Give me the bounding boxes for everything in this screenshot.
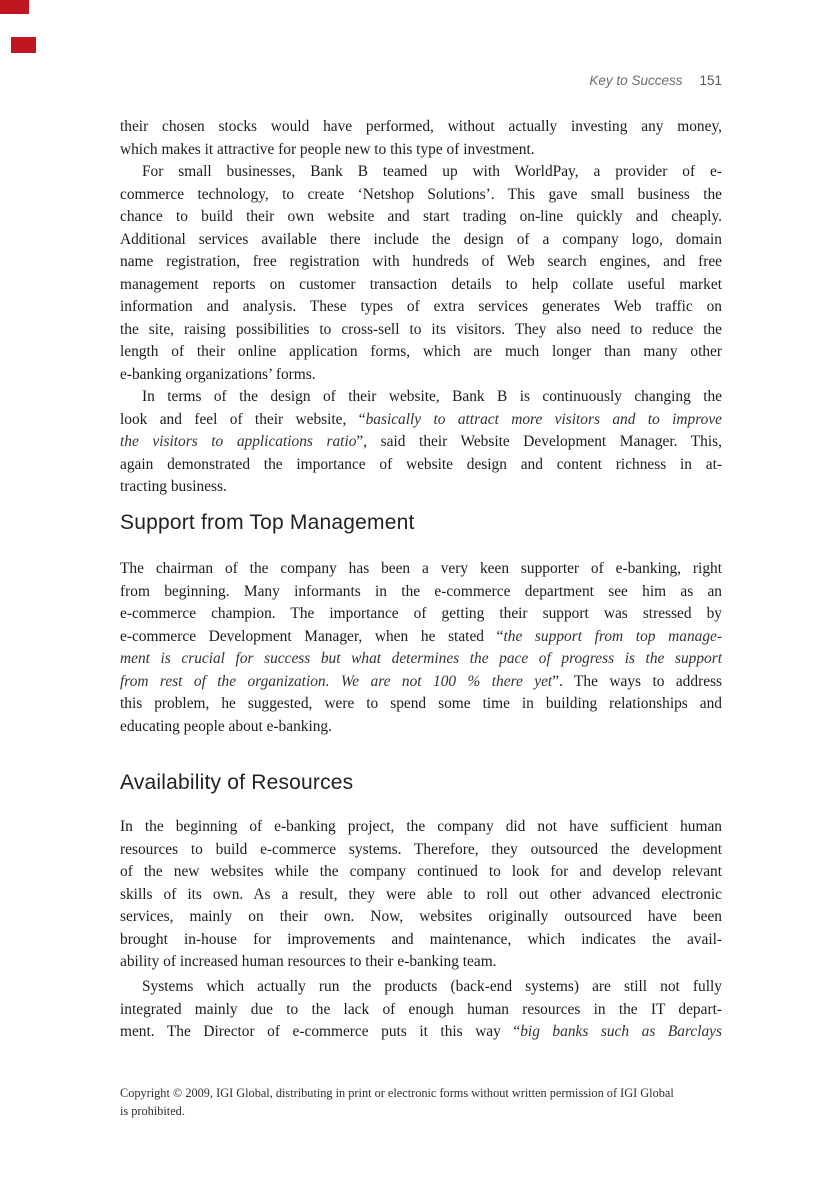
paragraph-3	[120, 386, 722, 499]
footer-line: is prohibited.	[120, 1104, 185, 1118]
text-segment: look and feel of their website, “	[120, 410, 366, 428]
running-header-title: Key to Success	[589, 73, 683, 88]
text-line: e-banking organizations’ forms.	[120, 365, 316, 383]
text-line	[120, 671, 722, 694]
text-line: ability of increased human resources to their e-banking team.	[120, 953, 497, 970]
text-line: integrated mainly due to the lack of enough human resources in the IT depart-	[120, 1000, 722, 1018]
quote-segment: big banks such as Barclays	[520, 1023, 722, 1040]
text-line: again demonstrated the importance of website design and content richness in at-	[120, 455, 722, 473]
text-line: In terms of the design of their website, Bank B is continuously changing the	[142, 388, 722, 405]
text-segment: e-commerce Development Manager, when he stated “	[120, 627, 504, 645]
section-heading-support: Support from Top Management	[120, 511, 415, 534]
text-line: e-commerce champion. The importance of getting their support was stressed by	[120, 605, 722, 622]
footer-copyright	[120, 1084, 740, 1120]
text-line: management reports on customer transaction details to help collate useful market	[120, 275, 722, 293]
text-line: brought in-house for improvements and maintenance, which indicates the avail-	[120, 930, 722, 948]
text-line: name registration, free registration with hundreds of Web search engines, and free	[120, 253, 722, 270]
text-line: information and analysis. These types of extra services generates Web traffic on	[120, 298, 722, 315]
paragraph-2	[120, 161, 722, 386]
text-line: which makes it attractive for people new to this type of investment.	[120, 140, 535, 158]
text-line: from beginning. Many informants in the e-commerce department see him as an	[120, 582, 722, 600]
text-line: skills of its own. As a result, they were able to roll out other advanced electronic	[120, 885, 722, 903]
text-segment: ”, said their Website Development Manager. This,	[356, 433, 722, 450]
text-line: The chairman of the company has been a very keen supporter of e-banking, right	[120, 560, 722, 577]
text-line	[120, 626, 722, 649]
text-line: length of their online application forms, which are much longer than many other	[120, 343, 722, 360]
section-heading-resources: Availability of Resources	[120, 771, 354, 794]
quote-segment: the support from top manage-	[503, 627, 722, 645]
text-line: of the new websites while the company continued to look for and develop relevant	[120, 863, 722, 880]
text-line: their chosen stocks would have performed, without actually investing any money,	[120, 118, 722, 135]
scan-mark-lower	[11, 37, 36, 53]
text-line: tracting business.	[120, 478, 227, 495]
text-line: In the beginning of e-banking project, the company did not have sufficient human	[120, 818, 722, 835]
text-line: commerce technology, to create ‘Netshop Solutions’. This gave small business the	[120, 185, 722, 203]
text-line: this problem, he suggested, were to spend some time in building relationships and	[120, 695, 722, 712]
paragraph-6	[120, 976, 722, 1044]
footer-line: Copyright © 2009, IGI Global, distributing in print or electronic forms without written permission of IGI Global	[120, 1086, 674, 1100]
page-number: 151	[699, 73, 722, 88]
quote-segment: from rest of the organization. We are not 100 % there yet	[120, 672, 553, 690]
text-line: For small businesses, Bank B teamed up with WorldPay, a provider of e-	[142, 163, 722, 180]
text-line: the site, raising possibilities to cross-sell to its visitors. They also need to reduce the	[120, 320, 722, 338]
paragraph-1	[120, 116, 722, 161]
text-segment: ”. The ways to address	[552, 672, 723, 690]
scan-mark-top	[0, 0, 29, 14]
quote-line: ment is crucial for success but what determines the pace of progress is the support	[120, 650, 722, 667]
quote-segment: the visitors to applications ratio	[120, 433, 357, 450]
text-line: Additional services available there include the design of a company logo, domain	[120, 230, 722, 248]
paragraph-5	[120, 816, 722, 974]
text-line: chance to build their own website and start trading on-line quickly and cheaply.	[120, 208, 722, 225]
text-line: services, mainly on their own. Now, websites originally outsourced have been	[120, 908, 722, 925]
text-line	[120, 431, 722, 454]
running-header	[120, 72, 722, 89]
text-line	[120, 1021, 722, 1044]
text-line: resources to build e-commerce systems. Therefore, they outsourced the development	[120, 840, 722, 858]
text-segment: ment. The Director of e-commerce puts it this way “	[120, 1023, 521, 1040]
paragraph-4	[120, 558, 722, 738]
text-line: educating people about e-banking.	[120, 717, 332, 735]
text-line	[120, 409, 722, 432]
text-line: Systems which actually run the products (back-end systems) are still not fully	[142, 978, 722, 995]
quote-segment: basically to attract more visitors and to improve	[365, 410, 722, 428]
